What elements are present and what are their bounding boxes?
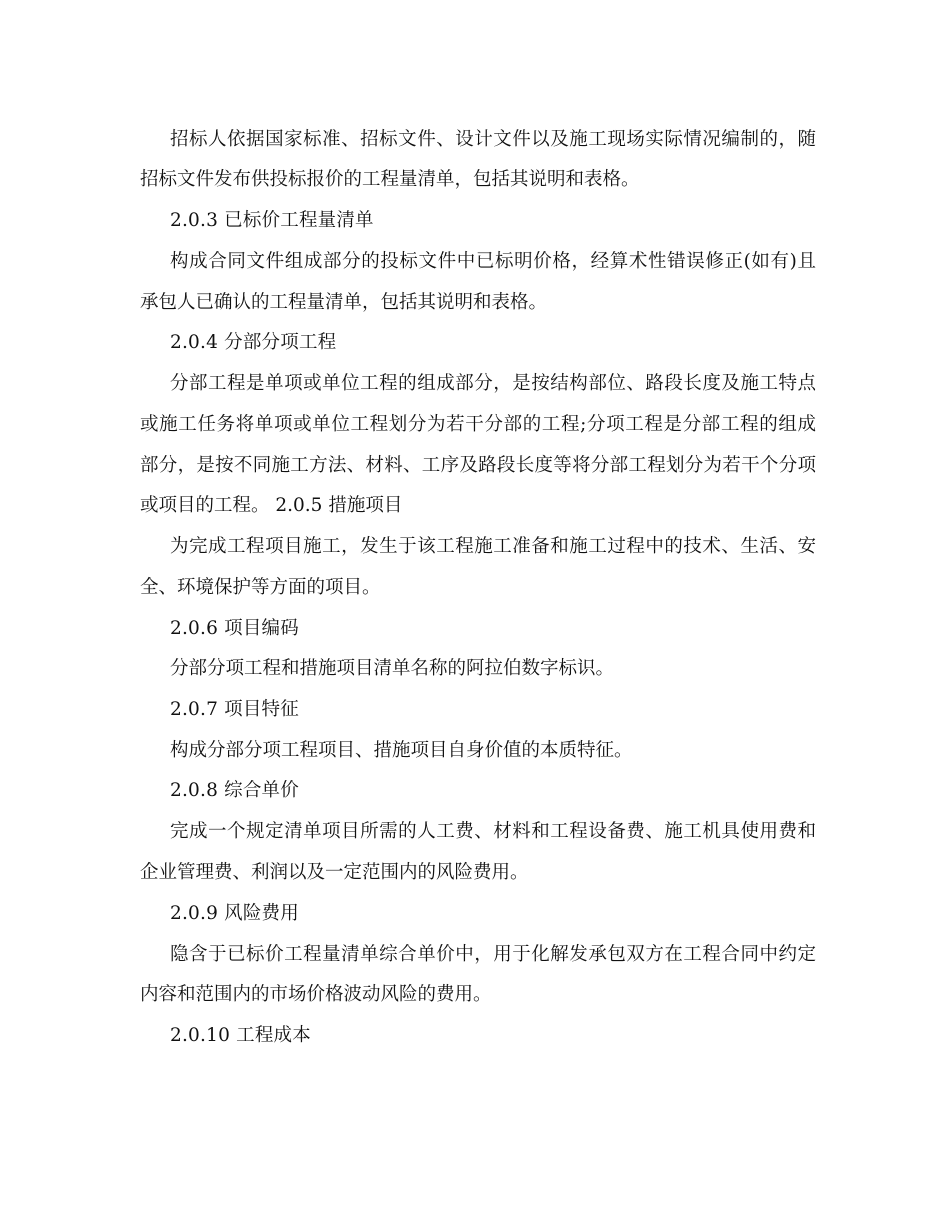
section-heading: 2.0.4 分部分项工程 (170, 332, 337, 353)
section-heading: 2.0.9 风险费用 (170, 903, 299, 924)
section-heading: 2.0.3 已标价工程量清单 (170, 210, 374, 231)
paragraph-line: 分部工程是单项或单位工程的组成部分，是按结构部位、路段长度及施工特点 (170, 373, 816, 394)
paragraph-line: 为完成工程项目施工，发生于该工程施工准备和施工过程中的技术、生活、安 (170, 536, 816, 557)
paragraph-line: 完成一个规定清单项目所需的人工费、材料和工程设备费、施工机具使用费和 (170, 821, 816, 842)
section-heading: 2.0.8 综合单价 (170, 780, 299, 801)
paragraph-line: 构成分部分项工程项目、措施项目自身价值的本质特征。 (170, 740, 633, 761)
paragraph-line: 招标文件发布供投标报价的工程量清单，包括其说明和表格。 (140, 169, 640, 190)
paragraph-line: 承包人已确认的工程量清单，包括其说明和表格。 (140, 292, 548, 313)
paragraph-line: 隐含于已标价工程量清单综合单价中，用于化解发承包双方在工程合同中约定 (170, 944, 816, 965)
paragraph-line: 构成合同文件组成部分的投标文件中已标明价格，经算术性错误修正(如有)且 (170, 251, 816, 272)
paragraph-line: 或项目的工程。 2.0.5 措施项目 (140, 495, 403, 516)
paragraph-line: 内容和范围内的市场价格波动风险的费用。 (140, 984, 492, 1005)
paragraph-line: 部分，是按不同施工方法、材料、工序及路段长度等将分部工程划分为若干个分项 (140, 455, 816, 476)
section-heading: 2.0.6 项目编码 (170, 618, 299, 639)
section-heading: 2.0.10 工程成本 (170, 1025, 311, 1046)
paragraph-line: 或施工任务将单项或单位工程划分为若干分部的工程;分项工程是分部工程的组成 (140, 414, 816, 435)
paragraph-line: 分部分项工程和措施项目清单名称的阿拉伯数字标识。 (170, 658, 615, 679)
paragraph-line: 招标人依据国家标准、招标文件、设计文件以及施工现场实际情况编制的，随 (170, 129, 816, 150)
paragraph-line: 企业管理费、利润以及一定范围内的风险费用。 (140, 862, 529, 883)
paragraph-line: 全、环境保护等方面的项目。 (140, 577, 381, 598)
section-heading: 2.0.7 项目特征 (170, 699, 299, 720)
